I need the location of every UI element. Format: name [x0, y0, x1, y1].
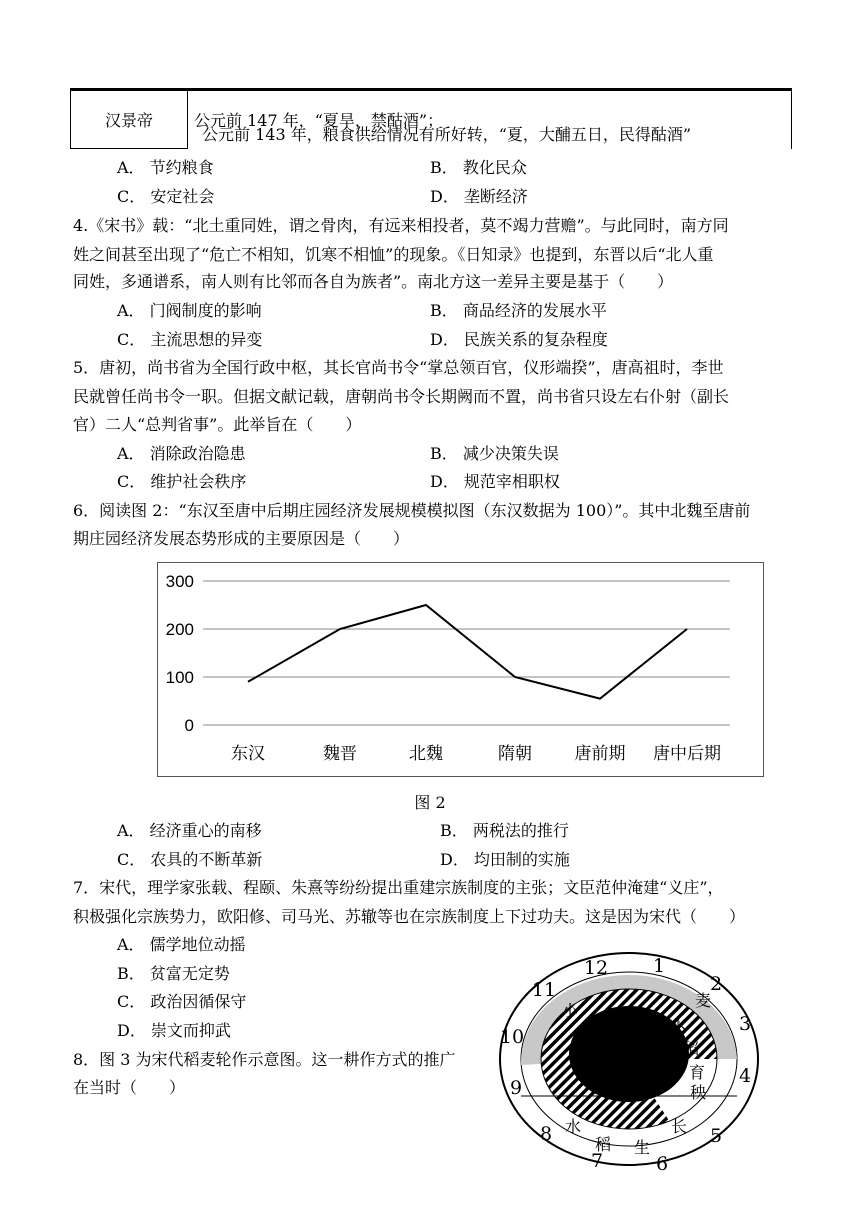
- wheat-label: 麦: [694, 991, 712, 1010]
- q8-line-2: 在当时（ ）: [73, 1078, 186, 1097]
- x-tick-label: 唐前期: [574, 744, 626, 764]
- q7-option-d[interactable]: D． 崇文而抑武: [117, 1021, 231, 1040]
- clock-number: 2: [709, 973, 723, 995]
- q5-option-a[interactable]: A． 消除政治隐患: [117, 444, 246, 463]
- q4-line-1: 4.《宋书》载：“北土重同姓，谓之骨肉，有远来相投者，莫不竭力营赡”。与此同时，南方同: [73, 216, 729, 235]
- x-tick-label: 北魏: [409, 744, 443, 764]
- clock-number: 5: [709, 1125, 723, 1147]
- clock-number: 4: [738, 1065, 752, 1087]
- series-line: [248, 605, 687, 699]
- table-row-1: 公元前 147 年，“夏旱，禁酤酒”；: [188, 91, 792, 149]
- growth-label: 稻: [594, 1135, 612, 1154]
- y-tick-label: 0: [184, 716, 194, 735]
- q7-option-b[interactable]: B． 贫富无定势: [117, 964, 230, 983]
- clock-number: 8: [539, 1123, 553, 1145]
- q5-option-d[interactable]: D． 规范宰相职权: [430, 472, 560, 491]
- y-tick-label: 100: [165, 668, 194, 687]
- seedling-label: 秧: [689, 1083, 707, 1102]
- q6-line-2: 期庄园经济发展态势形成的主要原因是（ ）: [73, 529, 410, 548]
- wheat-label: 小: [561, 1001, 579, 1020]
- q7-line-2: 积极强化宗族势力，欧阳修、司马光、苏辙等也在宗族制度上下过功夫。这是因为宋代（ ）: [73, 907, 746, 926]
- clock-number: 6: [655, 1153, 669, 1174]
- q6-option-a[interactable]: A． 经济重心的南移: [117, 821, 262, 840]
- clock-number: 1: [652, 955, 666, 977]
- x-tick-label: 东汉: [231, 744, 265, 764]
- q7-option-a[interactable]: A． 儒学地位动摇: [117, 935, 246, 954]
- growth-label: 生: [633, 1138, 651, 1157]
- q4-option-b[interactable]: B． 商品经济的发展水平: [430, 301, 607, 320]
- x-tick-label: 魏晋: [323, 744, 357, 764]
- q3-option-d[interactable]: D． 垄断经济: [430, 187, 528, 206]
- x-tick-label: 隋朝: [498, 744, 532, 764]
- line-chart: [158, 563, 763, 776]
- q6-option-b[interactable]: B． 两税法的推行: [440, 821, 569, 840]
- figure-2-caption: 图 2: [414, 793, 446, 812]
- clock-number: 7: [590, 1150, 604, 1172]
- clock-number: 12: [583, 957, 609, 979]
- q6-option-d[interactable]: D． 均田制的实施: [440, 850, 570, 869]
- q7-line-1: 7．宋代，理学家张载、程颐、朱熹等纷纷提出重建宗族制度的主张；文臣范仲淹建“义庄”，: [73, 878, 724, 897]
- q4-line-3: 同姓，多通谱系，南人则有比邻而各自为族者”。南北方这一差异主要是基于（ ）: [73, 272, 674, 291]
- clock-number: 10: [499, 1026, 525, 1048]
- table-ruler-cell: 汉景帝: [71, 91, 188, 149]
- figure-2-chart: [157, 562, 764, 777]
- clock-number: 9: [509, 1077, 523, 1099]
- rice-wheat-rotation-diagram: [490, 946, 770, 1174]
- q7-option-c[interactable]: C． 政治因循保守: [117, 992, 247, 1011]
- growth-label: 长: [670, 1117, 688, 1136]
- q6-line-1: 6．阅读图 2：“东汉至唐中后期庄园经济发展规模模拟图（东汉数据为 100）”。其中北魏至唐前: [73, 501, 751, 520]
- seedling-label: 水: [669, 1015, 687, 1034]
- growth-label: 水: [564, 1117, 582, 1136]
- q3-option-c[interactable]: C． 安定社会: [117, 187, 215, 206]
- q5-option-c[interactable]: C． 维护社会秩序: [117, 472, 247, 491]
- q3-option-a[interactable]: A． 节约粮食: [117, 158, 214, 177]
- q5-option-b[interactable]: B． 减少决策失误: [430, 444, 559, 463]
- seedling-label: 育: [688, 1063, 706, 1082]
- q8-line-1: 8．图 3 为宋代稻麦轮作示意图。这一耕作方式的推广: [73, 1050, 456, 1069]
- y-tick-label: 300: [165, 572, 194, 591]
- q6-option-c[interactable]: C． 农具的不断革新: [117, 850, 263, 869]
- table-row-2: 公元前 143 年，粮食供给情况有所好转，“夏，大酺五日，民得酤酒”: [202, 125, 692, 144]
- clock-number: 11: [531, 979, 557, 1001]
- x-tick-label: 唐中后期: [653, 744, 721, 764]
- q5-line-3: 官）二人“总判省事”。此举旨在（ ）: [73, 415, 362, 434]
- q4-line-2: 姓之间甚至出现了“危亡不相知，饥寒不相恤”的现象。《日知录》也提到，东晋以后“北人重: [73, 245, 714, 264]
- q4-option-d[interactable]: D． 民族关系的复杂程度: [430, 330, 608, 349]
- seedling-label: 稻: [682, 1039, 700, 1058]
- q5-line-2: 民就曾任尚书令一职。但据文献记载，唐朝尚书令长期阙而不置，尚书省只设左右仆射（副长: [73, 387, 730, 406]
- q5-line-1: 5．唐初，尚书省为全国行政中枢，其长官尚书令“掌总领百官，仪形端揆”，唐高祖时，李世: [73, 358, 724, 377]
- clock-number: 3: [738, 1013, 752, 1035]
- q4-option-c[interactable]: C． 主流思想的异变: [117, 330, 263, 349]
- q3-option-b[interactable]: B． 教化民众: [430, 158, 527, 177]
- q4-option-a[interactable]: A． 门阀制度的影响: [117, 301, 262, 320]
- y-tick-label: 200: [165, 620, 194, 639]
